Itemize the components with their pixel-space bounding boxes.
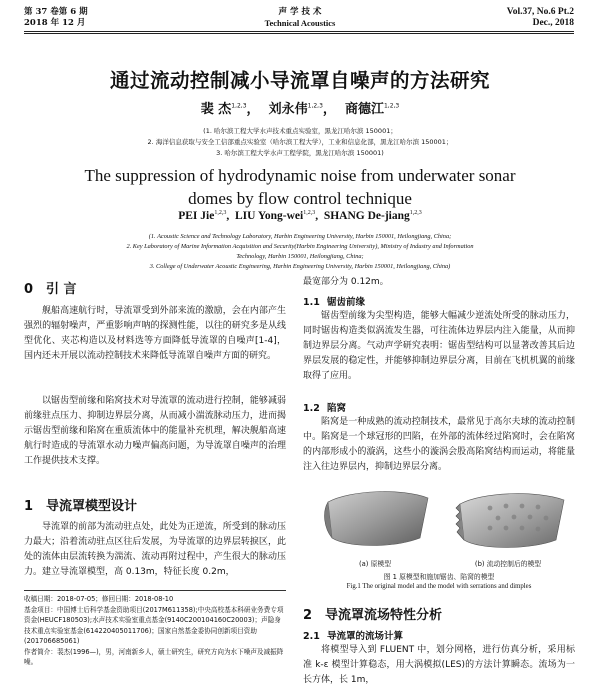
- title-cn: 通过流动控制减小导流罩自噪声的方法研究: [109, 69, 490, 92]
- figure-1a-label: (a) 原模型: [358, 560, 392, 568]
- intro-paragraph-2: 以锯齿型前缘和陷窝技术对导流罩的流动进行控制，能够减弱前缘驻点压力、抑制边界层分离，从而减小湍流脉动压力，进而揭示锯齿型前缘和陷窝在重质流体中的能量补充机理，解决舰船高速航行时造成的导流罩水动力噪声偏高问题，为导流罩自噪声的治理工作提供技术支撑。: [24, 396, 286, 466]
- footnote-received: 收稿日期：2018-07-05；修回日期：2018-08-10: [24, 595, 174, 603]
- figure-1-caption-en: Fig.1 The original model and the model with serrations and dimples: [346, 583, 532, 590]
- section-1-heading: 1 导流罩模型设计: [24, 499, 138, 514]
- figure-1-caption-cn: 图 1 原模型和施加锯齿、陷窝的模型: [383, 573, 495, 581]
- authors-cn: 裴 杰$^{1,2,3}$， 刘永伟$^{1,2,3}$， 商德江$^{1,2,3}$: [200, 102, 400, 117]
- subsection-1-2-paragraph: 陷窝是一种成熟的流动控制技术，最常见于高尔夫球的流动控制中。陷窝是一个球冠形的凹陷，在外部的流体经过陷窝时，会在陷窝的内部形成小的漩涡，这些小的漩涡会股高陷窝结构而运动，将能量注入往边界层内，抑制边界层分离。: [303, 417, 575, 472]
- figure-1a-original-dome: [325, 492, 428, 546]
- author-cn-1: 裴 杰$^{1,2,3}$: [200, 102, 247, 117]
- subsection-1-1-heading: 1.1 锯齿前缘: [303, 297, 366, 308]
- header-journal-en: Technical Acoustics: [264, 18, 336, 28]
- subsection-1-1-paragraph: 锯齿型前缘为尖型构造，能够大幅减少逆流处所受的脉动压力，同时锯齿构造类似涡流发生器，可往流体边界层内注入能量，从而抑制边界层分离。气动声学研究表明：锯齿型结构可以显著改善其后边界层发展的稳定性，并能够抑制边界层分离，目前在飞机机翼的前缘取得了应用。: [303, 311, 575, 381]
- footnote-funding: 基金项目：中国博士后科学基金资助项目(2017M611358);中央高校基本科研业务费专项资金(HEUCF180503);水声技术实验室重点基金(9140C200104160C20003)；声隐身技术重点实验室基金(614220405011706)；国家自然基金委协同创新项目资助(201706685061): [24, 605, 284, 645]
- title-en: [0, 164, 600, 210]
- affiliation-en-line: 3. College of Underwater Acoustic Engineering, Harbin Engineering University, Harbin 150001, Heilongjiang, China): [149, 263, 451, 270]
- figure-1: [310, 482, 575, 554]
- subsection-1-2-heading: 1.2 陷窝: [303, 403, 347, 414]
- header-journal-cn: 声 学 技 术: [278, 7, 322, 17]
- affiliation-cn-line: 2. 海洋信息获取与安全工信部重点实验室（哈尔滨工程大学），工业和信息化部，黑龙江哈尔滨 150001；: [147, 138, 453, 146]
- right-continuation: 最宽部分为 0.12m。: [303, 277, 389, 287]
- affiliations-cn: [0, 126, 600, 159]
- section-2-heading: 2 导流罩流场特性分析: [303, 608, 443, 623]
- header-volume-en: Vol.37, No.6 Pt.2: [506, 7, 574, 17]
- affiliation-cn-line: (1. 哈尔滨工程大学水声技术重点实验室，黑龙江哈尔滨 150001；: [203, 127, 397, 135]
- footnotes: [24, 594, 286, 668]
- header-date-en: Dec., 2018: [532, 18, 574, 28]
- intro-paragraph-1: 舰船高速航行时，导流罩受到外部来流的激励，会在内部产生强烈的辐射噪声，严重影响声呐的探测性能，以往的研究多是从线型优化、夹芯构造以及材料选等方面降低导流罩的自噪声[1-4]，国内还未开展以流动控制技术来降低导流罩自噪声方面的研究。: [24, 306, 286, 361]
- author-en-1: PEI Jie$^{1,2,3}$: [178, 210, 227, 222]
- title-en-line: The suppression of hydrodynamic noise from underwater sonar: [84, 166, 516, 185]
- author-cn-3: 商德江$^{1,2,3}$: [344, 102, 400, 117]
- figure-1b-label: (b) 流动控制后的模型: [474, 560, 542, 568]
- footnote-author-bio: 作者简介：裴杰(1996—)，男，河南新乡人，硕士研究生，研究方向为水下噪声及减振降噪。: [24, 647, 284, 666]
- subsection-2-1-paragraph: 将模型导入到 FLUENT 中，划分网格，进行仿真分析，采用标准 k-ε 模型计算稳态，用大涡模拟(LES)的方法计算瞬态。流场为一长方体，长 1m，: [303, 645, 575, 685]
- header-rule-double: [24, 33, 574, 34]
- header-rule: [24, 31, 574, 32]
- affiliation-en-line: 2. Key Laboratory of Marine Information Acquisition and Security(Harbin Engineering University), Ministry of Industry and Information: [126, 243, 474, 250]
- author-en-3: SHANG De-jiang$^{1,2,3}$: [323, 210, 422, 222]
- affiliation-en-line: Technology, Harbin 150001, Heilongjiang, China;: [236, 253, 364, 260]
- section-0-heading: 0 引 言: [24, 282, 77, 297]
- subsection-2-1-heading: 2.1 导流罩的流场计算: [303, 631, 404, 642]
- affiliations-en: [0, 232, 600, 272]
- header-date-cn: 2018 年 12 月: [24, 18, 86, 28]
- author-cn-2: 刘永伟$^{1,2,3}$: [268, 102, 323, 117]
- authors-en: PEI Jie$^{1,2,3}$, LIU Yong-wei$^{1,2,3}$, SHANG De-jiang$^{1,2,3}$: [178, 210, 422, 222]
- figure-1b-controlled-dome: [456, 494, 564, 548]
- affiliation-en-line: (1. Acoustic Science and Technology Laboratory, Harbin Engineering University, Harbin 150001, Heilongjiang, China;: [148, 233, 452, 240]
- author-en-2: LIU Yong-wei$^{1,2,3}$: [234, 210, 316, 222]
- section-1-paragraph: 导流罩的前部为流动驻点处，此处为正逆流，所受到的脉动压力最大；沿着流动驻点区往后发展，为导流罩的边界层转捩区，此处的流体由层流转换为湍流、流动再附过程中，产生很大的脉动压力。建立导流罩模型，高 0.13m，特征长度 0.2m，: [24, 522, 286, 577]
- header-volume-cn: 第 37 卷第 6 期: [24, 7, 88, 17]
- title-en-line: domes by flow control technique: [188, 189, 412, 208]
- footnote-rule: [24, 590, 286, 591]
- affiliation-cn-line: 3. 哈尔滨工程大学水声工程学院，黑龙江哈尔滨 150001): [216, 149, 384, 157]
